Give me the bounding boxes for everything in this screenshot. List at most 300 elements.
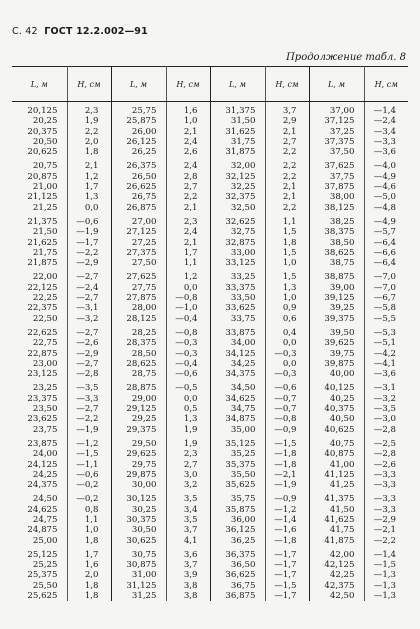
cell-height: —0,3	[166, 338, 210, 348]
cell-height: 3,9	[166, 570, 210, 580]
cell-length: 37,125	[309, 116, 364, 126]
cell-length: 37,875	[309, 182, 364, 192]
cell-length: 41,125	[309, 470, 364, 480]
cell-length: 32,875	[210, 238, 265, 248]
cell-length: 33,625	[210, 303, 265, 313]
cell-length: 34,25	[210, 359, 265, 369]
cell-height: 2,9	[265, 116, 309, 126]
table-row	[12, 550, 408, 560]
cell-height: —2,4	[373, 116, 396, 127]
cell-height: —2,8	[373, 424, 396, 435]
cell-height: 2,1	[67, 161, 111, 171]
table-row	[12, 404, 408, 414]
cell-height: 3,7	[166, 525, 210, 535]
cell-length: 28,75	[111, 369, 166, 379]
cell-height: —5,3	[373, 327, 396, 338]
table-row	[12, 505, 408, 515]
cell-height: 0,0	[166, 394, 210, 404]
cell-length: 38,75	[309, 258, 364, 268]
table-row	[12, 480, 408, 490]
cell-length: 38,625	[309, 248, 364, 258]
cell-height: —1,5	[67, 449, 111, 459]
cell-length: 22,375	[12, 303, 67, 313]
cell-height: 3,4	[166, 505, 210, 515]
cell-height: 2,8	[166, 172, 210, 182]
cell-height: —3,3	[373, 494, 396, 505]
cell-height: 1,7	[67, 550, 111, 560]
cell-length: 34,00	[210, 338, 265, 348]
cell-length: 27,50	[111, 258, 166, 268]
table-row	[12, 203, 408, 213]
cell-length: 40,875	[309, 449, 364, 459]
cell-length: 27,375	[111, 248, 166, 258]
cell-length: 23,125	[12, 369, 67, 379]
cell-height: —2,8	[373, 449, 396, 460]
cell-length: 42,50	[309, 591, 364, 601]
table-row	[12, 161, 408, 171]
cell-height: —4,2	[373, 348, 396, 359]
cell-height: —0,6	[67, 217, 111, 227]
cell-length: 20,75	[12, 161, 67, 171]
cell-height: —1,5	[265, 581, 309, 591]
cell-length: 31,25	[111, 591, 166, 601]
table-row	[12, 560, 408, 570]
cell-height: —6,4	[373, 237, 396, 248]
cell-height: 2,1	[166, 127, 210, 137]
cell-length: 31,75	[210, 137, 265, 147]
cell-height: 1,3	[265, 283, 309, 293]
cell-height: —1,9	[67, 425, 111, 435]
cell-length: 31,625	[210, 127, 265, 137]
table-row	[12, 439, 408, 449]
cell-height: —1,5	[373, 560, 396, 571]
cell-height: 1,5	[265, 272, 309, 282]
cell-length: 35,00	[210, 425, 265, 435]
cell-length: 20,625	[12, 147, 67, 157]
cell-height: —1,7	[265, 591, 309, 601]
cell-height: —2,6	[67, 338, 111, 348]
cell-length: 42,25	[309, 570, 364, 580]
cell-length: 20,125	[12, 106, 67, 116]
cell-length: 39,75	[309, 349, 364, 359]
cell-height: 1,9	[166, 425, 210, 435]
cell-height: 2,3	[67, 106, 111, 116]
cell-length: 37,375	[309, 137, 364, 147]
cell-length: 26,75	[111, 192, 166, 202]
cell-length: 26,25	[111, 147, 166, 157]
cell-length: 27,00	[111, 217, 166, 227]
cell-length: 34,125	[210, 349, 265, 359]
cell-length: 39,00	[309, 283, 364, 293]
cell-length: 22,00	[12, 272, 67, 282]
cell-length: 38,25	[309, 217, 364, 227]
cell-height: 1,2	[67, 172, 111, 182]
table-row	[12, 383, 408, 393]
cell-length: 28,25	[111, 328, 166, 338]
cell-height: —0,8	[166, 293, 210, 303]
cell-length: 20,25	[12, 116, 67, 126]
cell-length: 40,25	[309, 394, 364, 404]
table-row	[12, 293, 408, 303]
cell-length: 31,875	[210, 147, 265, 157]
cell-length: 35,375	[210, 460, 265, 470]
cell-height: —3,3	[373, 136, 396, 147]
cell-length: 39,125	[309, 293, 364, 303]
cell-length: 25,50	[12, 581, 67, 591]
cell-length: 30,625	[111, 536, 166, 546]
cell-length: 39,875	[309, 359, 364, 369]
cell-height: —5,1	[373, 338, 396, 349]
cell-length: 29,375	[111, 425, 166, 435]
cell-height: 2,7	[265, 137, 309, 147]
table-row	[12, 238, 408, 248]
cell-height: 0,0	[166, 283, 210, 293]
cell-height: —0,2	[67, 480, 111, 490]
cell-height: 2,3	[166, 217, 210, 227]
table-row	[12, 248, 408, 258]
cell-height: —5,8	[373, 303, 396, 314]
cell-height: —2,9	[67, 349, 111, 359]
cell-height: 1,1	[67, 515, 111, 525]
cell-height: —3,6	[373, 369, 396, 380]
cell-height: 2,1	[166, 203, 210, 213]
table-row	[12, 314, 408, 324]
cell-height: 2,1	[166, 238, 210, 248]
cell-length: 36,125	[210, 525, 265, 535]
cell-length: 38,00	[309, 192, 364, 202]
cell-height: 2,4	[166, 161, 210, 171]
cell-height: —1,1	[67, 460, 111, 470]
cell-length: 29,25	[111, 414, 166, 424]
cell-height: 1,3	[166, 414, 210, 424]
cell-length: 37,25	[309, 127, 364, 137]
cell-length: 33,375	[210, 283, 265, 293]
cell-length: 38,375	[309, 227, 364, 237]
cell-height: —0,7	[265, 394, 309, 404]
cell-length: 37,00	[309, 106, 364, 116]
cell-height: 1,3	[67, 192, 111, 202]
cell-height: —0,9	[265, 425, 309, 435]
cell-length: 35,50	[210, 470, 265, 480]
table-row	[12, 172, 408, 182]
cell-length: 23,50	[12, 404, 67, 414]
cell-height: —2,2	[67, 248, 111, 258]
cell-length: 28,50	[111, 349, 166, 359]
cell-height: —3,3	[373, 504, 396, 515]
table-row	[12, 515, 408, 525]
table-row	[12, 359, 408, 369]
cell-height: —3,3	[67, 394, 111, 404]
cell-height: —3,3	[373, 469, 396, 480]
cell-length: 28,875	[111, 383, 166, 393]
cell-height: —1,0	[166, 303, 210, 313]
cell-length: 29,875	[111, 470, 166, 480]
cell-height: 1,0	[67, 525, 111, 535]
cell-height: —3,5	[67, 383, 111, 393]
cell-height: 1,5	[265, 227, 309, 237]
cell-length: 27,125	[111, 227, 166, 237]
cell-height: 1,0	[166, 116, 210, 126]
cell-length: 22,25	[12, 293, 67, 303]
cell-height: —0,3	[166, 349, 210, 359]
cell-length: 42,125	[309, 560, 364, 570]
cell-length: 23,375	[12, 394, 67, 404]
cell-height: 1,8	[67, 581, 111, 591]
col-header-l: L, м	[12, 67, 67, 102]
cell-length: 35,25	[210, 449, 265, 459]
cell-height: 3,7	[166, 560, 210, 570]
cell-length: 28,375	[111, 338, 166, 348]
cell-height: —1,2	[265, 505, 309, 515]
cell-height: 2,2	[166, 192, 210, 202]
cell-length: 30,00	[111, 480, 166, 490]
cell-height: 2,7	[166, 460, 210, 470]
table-row	[12, 570, 408, 580]
cell-length: 41,875	[309, 536, 364, 546]
cell-length: 33,50	[210, 293, 265, 303]
cell-length: 29,625	[111, 449, 166, 459]
table-row	[12, 349, 408, 359]
cell-height: 2,1	[265, 192, 309, 202]
cell-height: —2,2	[373, 535, 396, 546]
cell-height: —4,1	[373, 358, 396, 369]
table-row	[12, 116, 408, 126]
cell-length: 40,00	[309, 369, 364, 379]
cell-height: —1,7	[265, 550, 309, 560]
table-row	[12, 147, 408, 157]
cell-length: 39,50	[309, 328, 364, 338]
cell-height: —1,4	[373, 106, 396, 116]
cell-height: 0,0	[67, 203, 111, 213]
cell-height: —0,2	[67, 494, 111, 504]
cell-length: 36,875	[210, 591, 265, 601]
cell-length: 21,625	[12, 238, 67, 248]
cell-length: 38,875	[309, 272, 364, 282]
cell-height: 1,1	[265, 217, 309, 227]
table-row	[12, 470, 408, 480]
cell-height: 2,7	[166, 182, 210, 192]
cell-length: 21,75	[12, 248, 67, 258]
cell-length: 24,875	[12, 525, 67, 535]
cell-length: 32,625	[210, 217, 265, 227]
cell-length: 21,50	[12, 227, 67, 237]
cell-height: 3,0	[166, 470, 210, 480]
cell-length: 25,875	[111, 116, 166, 126]
cell-height: —3,1	[373, 383, 396, 394]
cell-length: 36,75	[210, 581, 265, 591]
table-row	[12, 581, 408, 591]
cell-length: 37,50	[309, 147, 364, 157]
cell-length: 33,25	[210, 272, 265, 282]
cell-height: —6,6	[373, 247, 396, 258]
cell-length: 33,875	[210, 328, 265, 338]
cell-height: 1,0	[265, 258, 309, 268]
data-table	[12, 66, 408, 601]
cell-length: 27,875	[111, 293, 166, 303]
cell-height: 2,3	[166, 449, 210, 459]
cell-height: —3,6	[373, 147, 396, 158]
cell-height: —2,5	[373, 438, 396, 449]
cell-height: —0,8	[166, 328, 210, 338]
cell-height: —2,8	[67, 369, 111, 379]
cell-height: 2,2	[67, 127, 111, 137]
table-row	[12, 283, 408, 293]
cell-height: 1,8	[67, 536, 111, 546]
cell-height: —4,8	[373, 202, 396, 213]
cell-height: —7,0	[373, 282, 396, 293]
cell-height: —1,3	[373, 580, 396, 591]
cell-length: 29,00	[111, 394, 166, 404]
table-row	[12, 106, 408, 116]
cell-length: 27,75	[111, 283, 166, 293]
cell-height: —3,2	[67, 314, 111, 324]
cell-length: 39,625	[309, 338, 364, 348]
cell-length: 37,625	[309, 161, 364, 171]
cell-length: 42,375	[309, 581, 364, 591]
cell-length: 40,75	[309, 439, 364, 449]
cell-height: —0,4	[166, 359, 210, 369]
cell-height: 1,8	[265, 238, 309, 248]
cell-height: 1,8	[67, 147, 111, 157]
cell-length: 24,75	[12, 515, 67, 525]
cell-height: —3,1	[67, 303, 111, 313]
cell-height: —2,7	[67, 359, 111, 369]
cell-length: 21,875	[12, 258, 67, 268]
cell-height: —1,8	[265, 460, 309, 470]
table-row	[12, 449, 408, 459]
table-row	[12, 272, 408, 282]
cell-length: 36,375	[210, 550, 265, 560]
cell-length: 39,25	[309, 303, 364, 313]
cell-height: 3,2	[166, 480, 210, 490]
cell-height: 1,1	[166, 258, 210, 268]
cell-height: —3,4	[373, 126, 396, 137]
cell-height: —0,5	[166, 383, 210, 393]
cell-length: 30,25	[111, 505, 166, 515]
cell-length: 21,375	[12, 217, 67, 227]
cell-height: —0,3	[265, 349, 309, 359]
cell-length: 25,25	[12, 560, 67, 570]
cell-height: —0,6	[166, 369, 210, 379]
cell-height: 1,6	[67, 560, 111, 570]
table-row	[12, 227, 408, 237]
table-row	[12, 425, 408, 435]
cell-length: 41,375	[309, 494, 364, 504]
cell-length: 32,00	[210, 161, 265, 171]
cell-height: —2,9	[373, 514, 396, 525]
cell-length: 38,50	[309, 238, 364, 248]
cell-height: 1,7	[166, 248, 210, 258]
cell-length: 36,25	[210, 536, 265, 546]
cell-length: 24,125	[12, 460, 67, 470]
cell-height: —6,7	[373, 293, 396, 304]
cell-length: 40,50	[309, 414, 364, 424]
cell-height: 1,5	[265, 248, 309, 258]
cell-length: 21,00	[12, 182, 67, 192]
cell-length: 35,875	[210, 505, 265, 515]
cell-length: 25,75	[111, 106, 166, 116]
table-row	[12, 369, 408, 379]
col-header-l: L, м	[309, 67, 364, 102]
cell-length: 26,125	[111, 137, 166, 147]
cell-height: —2,1	[265, 470, 309, 480]
cell-length: 30,75	[111, 550, 166, 560]
cell-height: 0,9	[265, 303, 309, 313]
cell-length: 26,875	[111, 203, 166, 213]
cell-height: 3,5	[166, 494, 210, 504]
table-row	[12, 536, 408, 546]
table-header-row	[12, 67, 408, 102]
cell-height: 4,1	[166, 536, 210, 546]
cell-length: 40,125	[309, 383, 364, 393]
cell-length: 34,875	[210, 414, 265, 424]
cell-height: —1,2	[67, 439, 111, 449]
cell-length: 33,125	[210, 258, 265, 268]
cell-length: 36,50	[210, 560, 265, 570]
cell-height: 2,4	[166, 137, 210, 147]
cell-height: 3,7	[265, 106, 309, 116]
cell-length: 24,25	[12, 470, 67, 480]
table-row	[12, 217, 408, 227]
cell-height: 0,4	[265, 328, 309, 338]
cell-height: —5,7	[373, 227, 396, 238]
cell-height: 2,2	[265, 161, 309, 171]
cell-length: 22,625	[12, 328, 67, 338]
table-row	[12, 192, 408, 202]
cell-height: —4,9	[373, 216, 396, 227]
table-row	[12, 137, 408, 147]
cell-height: —1,4	[265, 515, 309, 525]
cell-height: —1,7	[67, 238, 111, 248]
cell-length: 38,125	[309, 203, 364, 213]
cell-height: —6,4	[373, 258, 396, 269]
cell-length: 34,75	[210, 404, 265, 414]
cell-length: 23,75	[12, 425, 67, 435]
cell-length: 33,00	[210, 248, 265, 258]
cell-length: 32,50	[210, 203, 265, 213]
cell-height: 1,8	[67, 591, 111, 601]
cell-height: 2,1	[265, 127, 309, 137]
cell-height: —2,7	[67, 328, 111, 338]
cell-length: 26,00	[111, 127, 166, 137]
cell-height: —4,9	[373, 171, 396, 182]
cell-length: 29,125	[111, 404, 166, 414]
cell-length: 28,00	[111, 303, 166, 313]
cell-height: —1,9	[67, 227, 111, 237]
cell-length: 25,00	[12, 536, 67, 546]
col-header-h: H, см	[364, 67, 408, 102]
cell-length: 25,625	[12, 591, 67, 601]
table-row	[12, 182, 408, 192]
cell-height: —2,7	[67, 404, 111, 414]
cell-length: 30,875	[111, 560, 166, 570]
cell-length: 21,25	[12, 203, 67, 213]
table-row	[12, 591, 408, 601]
cell-length: 34,50	[210, 383, 265, 393]
cell-length: 40,625	[309, 425, 364, 435]
cell-length: 20,875	[12, 172, 67, 182]
cell-length: 23,875	[12, 439, 67, 449]
cell-length: 24,50	[12, 494, 67, 504]
cell-height: 0,8	[67, 505, 111, 515]
cell-length: 37,75	[309, 172, 364, 182]
cell-height: —1,9	[265, 480, 309, 490]
cell-length: 31,375	[210, 106, 265, 116]
cell-height: 3,6	[166, 550, 210, 560]
cell-height: 2,2	[265, 203, 309, 213]
cell-length: 28,125	[111, 314, 166, 324]
cell-height: —1,4	[373, 549, 396, 560]
